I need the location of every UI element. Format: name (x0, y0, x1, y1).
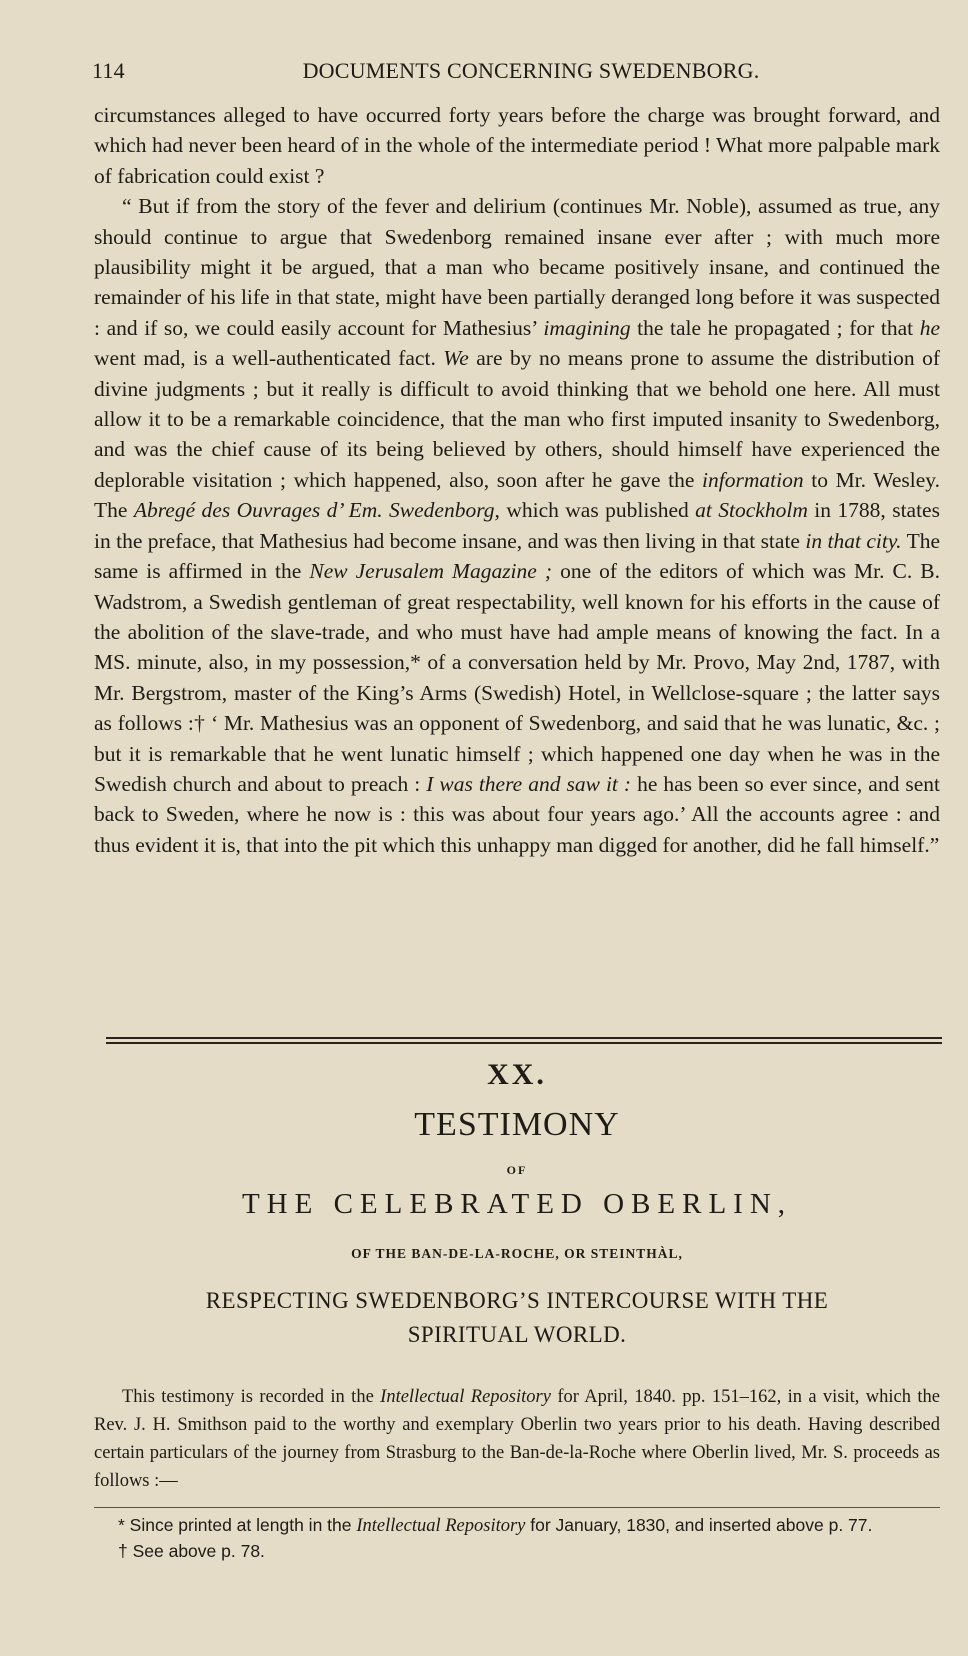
emphasis-i-was-there: I was there and saw it : (426, 771, 632, 796)
emphasis-imagining: imagining (543, 315, 631, 340)
emphasis-in-that-city: in that city. (805, 528, 902, 553)
footnotes (106, 1514, 940, 1563)
section-name: THE CELEBRATED OBERLIN, (241, 1188, 793, 1220)
respecting-line-2: SPIRITUAL WORLD. (407, 1322, 627, 1347)
footnote-2: † See above p. 78. (118, 1541, 265, 1561)
section-divider-top (106, 1037, 942, 1039)
emphasis-he: he (919, 315, 940, 340)
magazine-title: New Jerusalem Magazine ; (309, 559, 553, 584)
section-respecting (94, 1284, 940, 1352)
page-number: 114 (92, 58, 125, 83)
footnote-journal-title: Intellectual Repository (356, 1516, 526, 1536)
emphasis-we: We (443, 346, 469, 371)
footnote-1: * Since printed at length in the Intellectual Repository for January, 1830, and inserted above p. 77. (118, 1515, 873, 1536)
section-subtitle: OF THE BAN-DE-LA-ROCHE, OR STEINTHÀL, (351, 1246, 683, 1261)
emphasis-information: information (702, 467, 804, 492)
respecting-line-1: RESPECTING SWEDENBORG’S INTERCOURSE WITH THE (205, 1288, 829, 1313)
body-text (94, 100, 940, 860)
section-divider-bottom (106, 1042, 942, 1044)
section-title: TESTIMONY (414, 1106, 620, 1143)
page-header (92, 58, 930, 88)
emphasis-at-stockholm: at Stockholm (695, 498, 808, 523)
book-title-abrege: Abregé des Ouvrages d’ Em. Swedenborg, (133, 498, 500, 523)
running-title: DOCUMENTS CONCERNING SWEDENBORG. (302, 58, 760, 83)
paragraph-noble-quote: “ But if from the story of the fever and delirium (continues Mr. Noble), assumed as true, any should continue to argue that Swedenborg remained insane ever after ; with much more plausibility might it be argued, that a man who became positively insane, and continued the remainder of his life in that state, might have been partially deranged long before it was suspected : and if so, we could easily account for Mathesius’ imagining the tale he propagated ; for that he went mad, is a well-authenticated fact. We are by no means prone to assume the distribution of divine judgments ; but it really is difficult to avoid thinking that we behold one here. All must allow it to be a remarkable coincidence, that the man who first imputed insanity to Swedenborg, and was the chief cause of its being believed by others, should himself have experienced the deplorable visitation ; which happened, also, soon after he gave the information to Mr. Wesley. The Abregé des Ouvrages d’ Em. Swedenborg, which was published at Stockholm in 1788, states in the preface, that Mathesius had become insane, and was then living in that state in that city. The same is affirmed in the New Jerusalem Magazine ; one of the editors of which was Mr. C. B. Wadstrom, a Swedish gentleman of great respectability, well known for his efforts in the cause of the abolition of the slave-trade, and who must have had ample means of knowing the fact. In a MS. minute, also, in my possession,* of a conversation held by Mr. Provo, May 2nd, 1787, with Mr. Bergstrom, master of the King’s Arms (Swedish) Hotel, in Wellclose-square ; the latter says as follows :† ‘ Mr. Mathesius was an opponent of Swedenborg, and said that he was lunatic, &c. ; but it is remarkable that he went lunatic himself ; which happened one day when he was in the Swedish church and about to preach : I was there and saw it : he has been so ever since, and sent back to Sweden, where he now is : this was about four years ago.’ All the accounts agree : and thus evident it is, that into the pit which this unhappy man digged for another, did he fall himself.” (94, 194, 940, 857)
journal-title: Intellectual Repository (380, 1387, 551, 1407)
section-number: XX. (487, 1058, 547, 1091)
paragraph-continuation: circumstances alleged to have occurred forty years before the charge was brought forward, and which had never been heard of in the whole of the intermediate period ! What more palpable mark of fabrication could exist ? (94, 103, 940, 188)
section-of: OF (506, 1163, 528, 1177)
intro-paragraph: This testimony is recorded in the Intellectual Repository for April, 1840. pp. 151–162, in a visit, which the Rev. J. H. Smithson paid to the worthy and exemplary Oberlin two years prior to his death. Having described certain particulars of the journey from Strasburg to the Ban-de-la-Roche where Oberlin lived, Mr. S. proceeds as follows :— (94, 1387, 940, 1491)
footnote-rule (94, 1507, 940, 1508)
